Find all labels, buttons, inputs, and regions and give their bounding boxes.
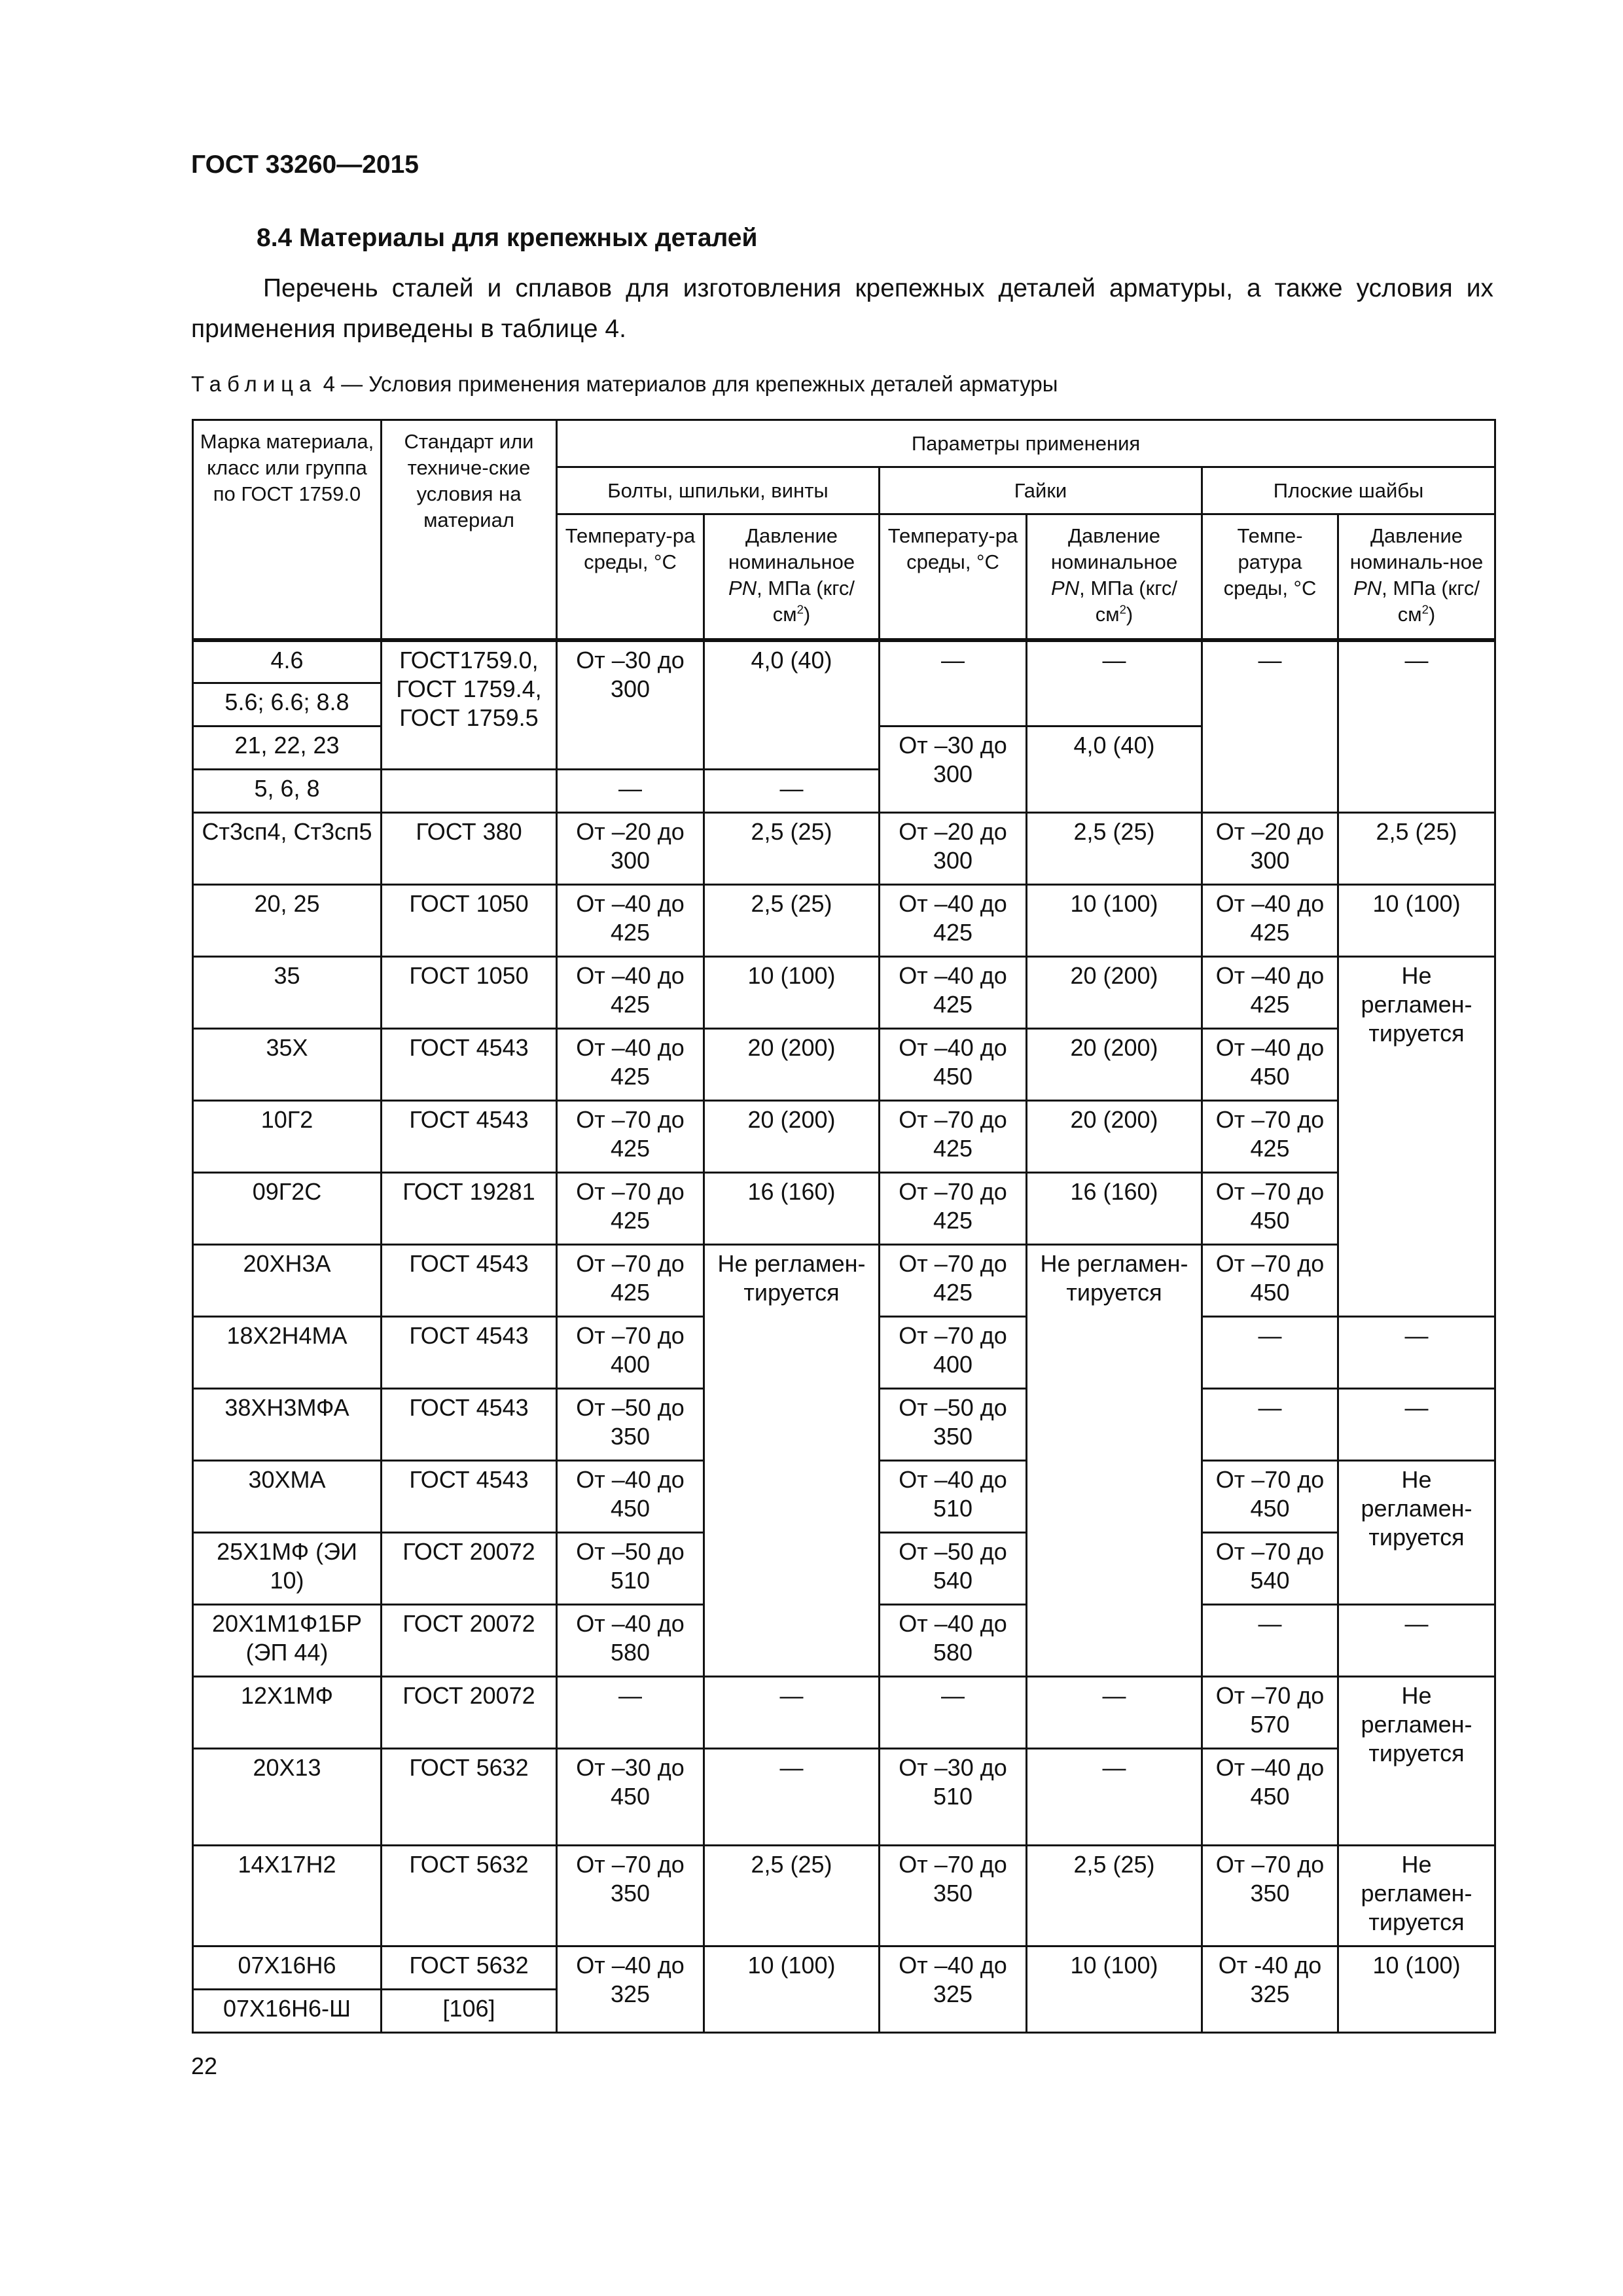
cell-pressure-bolts: 16 (160) bbox=[704, 1173, 880, 1245]
cell-standard: ГОСТ1759.0, ГОСТ 1759.4, ГОСТ 1759.5 bbox=[382, 640, 557, 770]
header-pressure-text: Давление номиналь-ное bbox=[1349, 524, 1484, 573]
cell-grade: Ст3сп4, Ст3сп5 bbox=[193, 813, 382, 885]
cell-grade: 10Г2 bbox=[193, 1101, 382, 1173]
cell-standard: ГОСТ 4543 bbox=[382, 1101, 557, 1173]
cell-grade: 5, 6, 8 bbox=[193, 770, 382, 813]
cell-temp-nuts: От –40 до 425 bbox=[880, 885, 1027, 957]
cell-temp-bolts: От –40 до 580 bbox=[557, 1605, 704, 1677]
table-row bbox=[193, 885, 1495, 957]
cell-standard bbox=[382, 770, 557, 813]
cell-temp-nuts: От –70 до 425 bbox=[880, 1101, 1027, 1173]
cell-temp-nuts: — bbox=[880, 640, 1027, 726]
cell-temp-bolts: — bbox=[557, 1677, 704, 1749]
cell-pressure-washers: — bbox=[1338, 1605, 1495, 1677]
cell-pressure-nuts: — bbox=[1027, 640, 1202, 726]
header-superscript: 2 bbox=[1421, 602, 1429, 617]
cell-standard: ГОСТ 5632 bbox=[382, 1946, 557, 1990]
cell-temp-nuts: От –40 до 580 bbox=[880, 1605, 1027, 1677]
header-washers: Плоские шайбы bbox=[1202, 467, 1495, 514]
cell-pressure-washers: — bbox=[1338, 1389, 1495, 1461]
table-row bbox=[193, 1029, 1495, 1101]
cell-pressure-nuts: 10 (100) bbox=[1027, 1946, 1202, 2033]
cell-temp-washers: От –70 до 425 bbox=[1202, 1101, 1338, 1173]
cell-standard: ГОСТ 4543 bbox=[382, 1389, 557, 1461]
cell-temp-washers: От –70 до 450 bbox=[1202, 1245, 1338, 1317]
cell-pressure-bolts: Не регламен-тируется bbox=[704, 1245, 880, 1677]
cell-pressure-bolts: 20 (200) bbox=[704, 1029, 880, 1101]
cell-pressure-bolts: 2,5 (25) bbox=[704, 885, 880, 957]
cell-temp-washers: От –20 до 300 bbox=[1202, 813, 1338, 885]
cell-grade: 20ХН3А bbox=[193, 1245, 382, 1317]
cell-temp-nuts: От –70 до 425 bbox=[880, 1245, 1027, 1317]
cell-grade: 20Х1М1Ф1БР (ЭП 44) bbox=[193, 1605, 382, 1677]
cell-temp-bolts: От –40 до 450 bbox=[557, 1461, 704, 1533]
cell-standard: ГОСТ 4543 bbox=[382, 1461, 557, 1533]
cell-temp-bolts: От –40 до 325 bbox=[557, 1946, 704, 2033]
cell-grade: 07Х16Н6 bbox=[193, 1946, 382, 1990]
cell-standard: ГОСТ 5632 bbox=[382, 1749, 557, 1846]
header-pressure-text: Давление номинальное bbox=[728, 524, 855, 573]
cell-temp-nuts: — bbox=[880, 1677, 1027, 1749]
header-pressure-unit: , МПа (кгс/ см bbox=[757, 577, 855, 626]
header-temp-washers: Темпе-ратура среды, °С bbox=[1202, 514, 1338, 640]
cell-grade: 38ХН3МФА bbox=[193, 1389, 382, 1461]
cell-pressure-bolts: — bbox=[704, 1677, 880, 1749]
cell-pressure-bolts: 4,0 (40) bbox=[704, 640, 880, 770]
cell-pressure-bolts: — bbox=[704, 1749, 880, 1846]
cell-temp-nuts: От –40 до 450 bbox=[880, 1029, 1027, 1101]
cell-pressure-washers: 10 (100) bbox=[1338, 885, 1495, 957]
cell-grade: 18Х2Н4МА bbox=[193, 1317, 382, 1389]
cell-temp-washers: От –70 до 540 bbox=[1202, 1533, 1338, 1605]
table-row bbox=[193, 957, 1495, 1029]
cell-grade: 09Г2С bbox=[193, 1173, 382, 1245]
cell-temp-bolts: От –70 до 400 bbox=[557, 1317, 704, 1389]
cell-temp-washers: — bbox=[1202, 1317, 1338, 1389]
cell-temp-nuts: От –70 до 425 bbox=[880, 1173, 1027, 1245]
header-temp-bolts: Температу-ра среды, °С bbox=[557, 514, 704, 640]
header-nuts: Гайки bbox=[880, 467, 1202, 514]
cell-temp-nuts: От –70 до 350 bbox=[880, 1846, 1027, 1946]
cell-grade: 35 bbox=[193, 957, 382, 1029]
cell-temp-bolts: От –70 до 425 bbox=[557, 1173, 704, 1245]
cell-pressure-washers: Не регламен-тируется bbox=[1338, 1461, 1495, 1605]
table-caption bbox=[191, 372, 1058, 397]
cell-standard: ГОСТ 1050 bbox=[382, 885, 557, 957]
cell-temp-nuts: От –40 до 510 bbox=[880, 1461, 1027, 1533]
cell-temp-washers: От –70 до 450 bbox=[1202, 1173, 1338, 1245]
cell-temp-bolts: — bbox=[557, 770, 704, 813]
header-pressure-close: ) bbox=[803, 603, 811, 626]
cell-grade: 25Х1МФ (ЭИ 10) bbox=[193, 1533, 382, 1605]
cell-pressure-bolts: 10 (100) bbox=[704, 1946, 880, 2033]
cell-temp-nuts: От –50 до 350 bbox=[880, 1389, 1027, 1461]
cell-standard: ГОСТ 20072 bbox=[382, 1677, 557, 1749]
intro-paragraph: Перечень сталей и сплавов для изготовления крепежных деталей арматуры, а также условия их применения приведены в таблице 4. bbox=[191, 274, 1493, 343]
cell-grade: 20, 25 bbox=[193, 885, 382, 957]
cell-temp-washers: — bbox=[1202, 1605, 1338, 1677]
header-standard: Стандарт или техниче-ские условия на материал bbox=[382, 420, 557, 640]
cell-grade: 20Х13 bbox=[193, 1749, 382, 1846]
cell-pressure-washers: — bbox=[1338, 640, 1495, 813]
cell-grade: 35Х bbox=[193, 1029, 382, 1101]
cell-pressure-washers: Не регламен-тируется bbox=[1338, 957, 1495, 1317]
cell-pressure-washers: Не регламен-тируется bbox=[1338, 1677, 1495, 1846]
cell-grade: 21, 22, 23 bbox=[193, 726, 382, 770]
cell-pressure-nuts: 4,0 (40) bbox=[1027, 726, 1202, 813]
table-caption-label: Таблица bbox=[191, 372, 317, 396]
cell-standard: ГОСТ 380 bbox=[382, 813, 557, 885]
cell-grade: 14Х17Н2 bbox=[193, 1846, 382, 1946]
cell-standard: [106] bbox=[382, 1990, 557, 2033]
cell-standard: ГОСТ 4543 bbox=[382, 1029, 557, 1101]
cell-pressure-bolts: 10 (100) bbox=[704, 957, 880, 1029]
cell-pressure-nuts: 2,5 (25) bbox=[1027, 1846, 1202, 1946]
cell-temp-washers: От –70 до 450 bbox=[1202, 1461, 1338, 1533]
cell-grade: 30ХМА bbox=[193, 1461, 382, 1533]
table-row bbox=[193, 1101, 1495, 1173]
cell-temp-washers: От –40 до 450 bbox=[1202, 1029, 1338, 1101]
cell-temp-nuts: От –30 до 300 bbox=[880, 726, 1027, 813]
cell-temp-bolts: От –50 до 510 bbox=[557, 1533, 704, 1605]
cell-temp-nuts: От –50 до 540 bbox=[880, 1533, 1027, 1605]
cell-temp-nuts: От –40 до 325 bbox=[880, 1946, 1027, 2033]
header-pressure-washers bbox=[1338, 514, 1495, 640]
cell-temp-washers: — bbox=[1202, 1389, 1338, 1461]
cell-pressure-nuts: Не регламен-тируется bbox=[1027, 1245, 1202, 1677]
cell-temp-bolts: От –40 до 425 bbox=[557, 885, 704, 957]
header-superscript: 2 bbox=[796, 602, 804, 617]
header-temp-nuts: Температу-ра среды, °С bbox=[880, 514, 1027, 640]
table-row bbox=[193, 1749, 1495, 1846]
cell-pressure-nuts: — bbox=[1027, 1749, 1202, 1846]
cell-temp-bolts: От –70 до 425 bbox=[557, 1101, 704, 1173]
cell-temp-washers: От –40 до 450 bbox=[1202, 1749, 1338, 1846]
cell-temp-bolts: От –20 до 300 bbox=[557, 813, 704, 885]
header-pn-label: PN bbox=[728, 577, 757, 600]
header-grade: Марка материала, класс или группа по ГОСТ 1759.0 bbox=[193, 420, 382, 640]
header-pn-label: PN bbox=[1353, 577, 1382, 600]
cell-pressure-nuts: 20 (200) bbox=[1027, 1029, 1202, 1101]
cell-temp-nuts: От –20 до 300 bbox=[880, 813, 1027, 885]
cell-pressure-washers: 2,5 (25) bbox=[1338, 813, 1495, 885]
header-pressure-text: Давление номинальное bbox=[1050, 524, 1178, 573]
header-superscript: 2 bbox=[1119, 602, 1126, 617]
cell-temp-washers: От -40 до 325 bbox=[1202, 1946, 1338, 2033]
table-caption-text: 4 — Условия применения материалов для крепежных деталей арматуры bbox=[323, 372, 1058, 396]
table-row bbox=[193, 1946, 1495, 1990]
table-row bbox=[193, 1173, 1495, 1245]
header-pressure-bolts bbox=[704, 514, 880, 640]
cell-temp-bolts: От –50 до 350 bbox=[557, 1389, 704, 1461]
page-number: 22 bbox=[191, 2053, 218, 2079]
table-row bbox=[193, 1245, 1495, 1317]
cell-temp-washers: — bbox=[1202, 640, 1338, 813]
cell-pressure-washers: Не регламен-тируется bbox=[1338, 1846, 1495, 1946]
cell-pressure-bolts: 2,5 (25) bbox=[704, 1846, 880, 1946]
table-row bbox=[193, 1846, 1495, 1946]
header-pn-label: PN bbox=[1051, 577, 1080, 600]
header-pressure-unit: , МПа (кгс/см bbox=[1382, 577, 1480, 626]
cell-standard: ГОСТ 5632 bbox=[382, 1846, 557, 1946]
section-title: 8.4 Материалы для крепежных деталей bbox=[257, 224, 758, 252]
cell-temp-bolts: От –30 до 300 bbox=[557, 640, 704, 770]
header-bolts: Болты, шпильки, винты bbox=[557, 467, 880, 514]
cell-temp-washers: От –40 до 425 bbox=[1202, 885, 1338, 957]
cell-pressure-nuts: 20 (200) bbox=[1027, 957, 1202, 1029]
cell-pressure-nuts: 10 (100) bbox=[1027, 885, 1202, 957]
cell-pressure-nuts: 2,5 (25) bbox=[1027, 813, 1202, 885]
materials-table bbox=[192, 419, 1496, 2034]
cell-pressure-washers: — bbox=[1338, 1317, 1495, 1389]
page-header: ГОСТ 33260—2015 bbox=[191, 151, 419, 179]
cell-pressure-bolts: — bbox=[704, 770, 880, 813]
cell-pressure-nuts: 16 (160) bbox=[1027, 1173, 1202, 1245]
table-row bbox=[193, 1677, 1495, 1749]
cell-grade: 07Х16Н6-Ш bbox=[193, 1990, 382, 2033]
cell-standard: ГОСТ 19281 bbox=[382, 1173, 557, 1245]
cell-standard: ГОСТ 1050 bbox=[382, 957, 557, 1029]
cell-temp-bolts: От –40 до 425 bbox=[557, 1029, 704, 1101]
cell-grade: 4.6 bbox=[193, 640, 382, 683]
cell-temp-washers: От –40 до 425 bbox=[1202, 957, 1338, 1029]
cell-pressure-nuts: — bbox=[1027, 1677, 1202, 1749]
table-row bbox=[193, 640, 1495, 683]
cell-standard: ГОСТ 20072 bbox=[382, 1605, 557, 1677]
cell-temp-bolts: От –70 до 425 bbox=[557, 1245, 704, 1317]
header-params: Параметры применения bbox=[557, 420, 1495, 467]
cell-temp-bolts: От –40 до 425 bbox=[557, 957, 704, 1029]
cell-temp-bolts: От –70 до 350 bbox=[557, 1846, 704, 1946]
cell-pressure-bolts: 2,5 (25) bbox=[704, 813, 880, 885]
cell-pressure-washers: 10 (100) bbox=[1338, 1946, 1495, 2033]
cell-temp-washers: От –70 до 350 bbox=[1202, 1846, 1338, 1946]
cell-pressure-bolts: 20 (200) bbox=[704, 1101, 880, 1173]
header-pressure-close: ) bbox=[1126, 603, 1133, 626]
table-row bbox=[193, 813, 1495, 885]
header-pressure-close: ) bbox=[1428, 603, 1436, 626]
cell-temp-washers: От –70 до 570 bbox=[1202, 1677, 1338, 1749]
cell-pressure-nuts: 20 (200) bbox=[1027, 1101, 1202, 1173]
cell-standard: ГОСТ 20072 bbox=[382, 1533, 557, 1605]
header-pressure-nuts bbox=[1027, 514, 1202, 640]
cell-grade: 12Х1МФ bbox=[193, 1677, 382, 1749]
cell-temp-nuts: От –40 до 425 bbox=[880, 957, 1027, 1029]
cell-temp-nuts: От –30 до 510 bbox=[880, 1749, 1027, 1846]
cell-standard: ГОСТ 4543 bbox=[382, 1317, 557, 1389]
cell-temp-bolts: От –30 до 450 bbox=[557, 1749, 704, 1846]
cell-standard: ГОСТ 4543 bbox=[382, 1245, 557, 1317]
cell-temp-nuts: От –70 до 400 bbox=[880, 1317, 1027, 1389]
cell-grade: 5.6; 6.6; 8.8 bbox=[193, 683, 382, 726]
header-pressure-unit: , МПа (кгс/ см bbox=[1079, 577, 1177, 626]
